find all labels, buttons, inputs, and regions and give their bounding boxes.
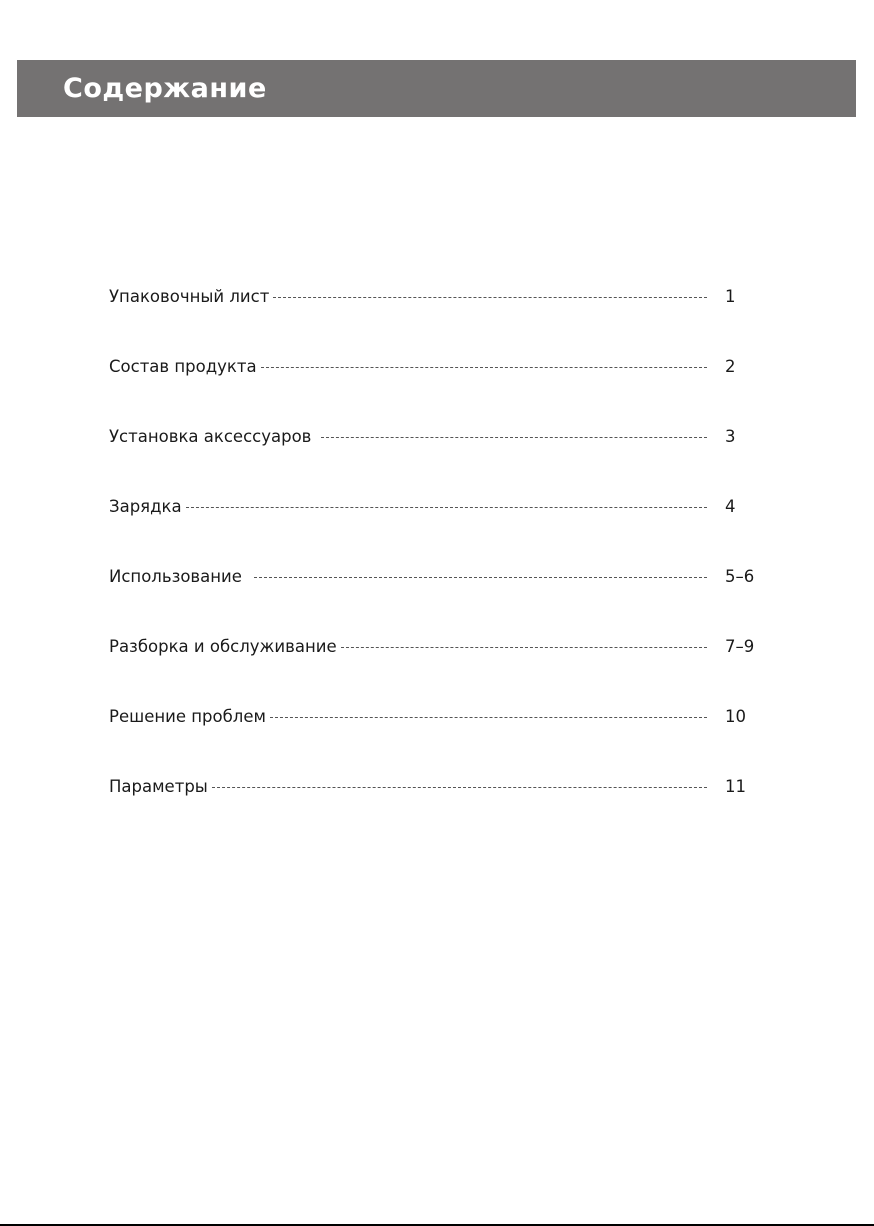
toc-entry-page: 7–9 — [725, 637, 755, 656]
toc-entry-label: Состав продукта — [109, 357, 257, 376]
toc-leader-dots — [212, 770, 707, 804]
toc-entry-page: 10 — [725, 707, 746, 726]
toc-leader-dots — [254, 560, 707, 594]
toc-entry-label: Решение проблем — [109, 707, 266, 726]
toc-entry-page: 2 — [725, 357, 736, 376]
toc-entry-page: 3 — [725, 427, 736, 446]
toc-entry[interactable] — [109, 420, 769, 490]
toc-entry[interactable] — [109, 280, 769, 350]
toc-entry-page: 5–6 — [725, 567, 755, 586]
page-title: Содержание — [63, 73, 267, 104]
toc-leader-dots — [261, 350, 707, 384]
toc-leader-dots — [186, 490, 707, 524]
toc-entry-page: 4 — [725, 497, 736, 516]
section-header-bar — [17, 60, 856, 117]
toc-entry-page: 11 — [725, 777, 746, 796]
toc-entry[interactable] — [109, 490, 769, 560]
toc-leader-dots — [273, 280, 707, 314]
toc-leader-dots — [341, 630, 707, 664]
toc-entry-label: Установка аксессуаров — [109, 427, 312, 446]
toc-leader-dots — [321, 420, 707, 454]
toc-entry-label: Разборка и обслуживание — [109, 637, 337, 656]
toc-entry-label: Параметры — [109, 777, 208, 796]
toc-entry-label: Использование — [109, 567, 242, 586]
toc-entry[interactable] — [109, 700, 769, 770]
toc-entry[interactable] — [109, 560, 769, 630]
toc-entry-label: Зарядка — [109, 497, 182, 516]
toc-entry-label: Упаковочный лист — [109, 287, 270, 306]
table-of-contents — [109, 280, 769, 840]
toc-entry-page: 1 — [725, 287, 736, 306]
toc-entry[interactable] — [109, 770, 769, 840]
toc-entry[interactable] — [109, 350, 769, 420]
toc-leader-dots — [270, 700, 707, 734]
toc-entry[interactable] — [109, 630, 769, 700]
